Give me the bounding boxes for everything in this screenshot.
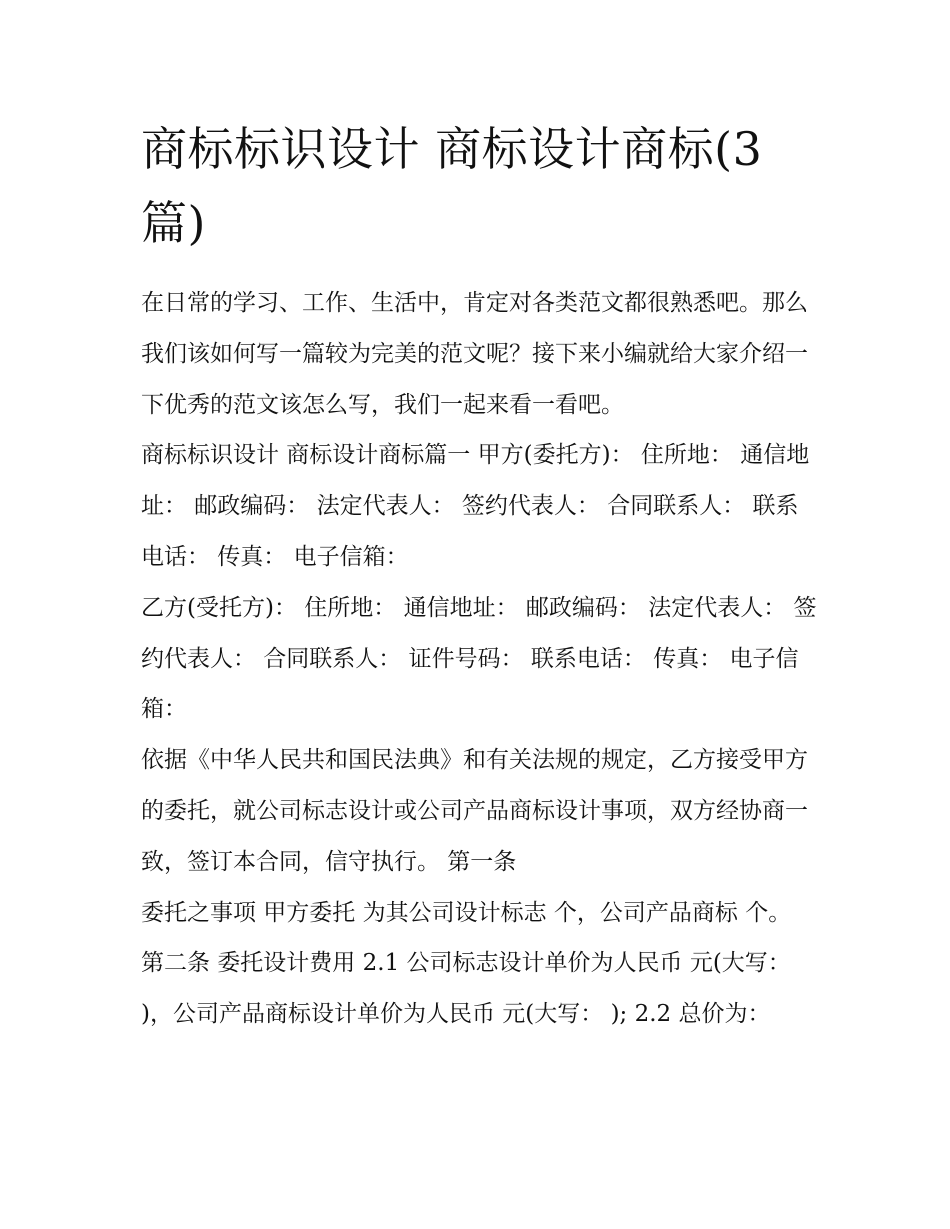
pricing-paragraph: )，公司产品商标设计单价为人民币 元(大写： ); 2.2 总价为： [141,1001,771,1028]
document-title: 商标标识设计 商标设计商标(3篇) [141,122,763,250]
document-body [141,278,821,1040]
intro-paragraph: 在日常的学习、工作、生活中，肯定对各类范文都很熟悉吧。那么我们该如何写一篇较为完美的范文呢？接下来小编就给大家介绍一下优秀的范文该怎么写，我们一起来看一看吧。 [141,290,808,418]
legal-basis-paragraph: 依据《中华人民共和国民法典》和有关法规的规定，乙方接受甲方的委托，就公司标志设计或公司产品商标设计事项，双方经协商一致，签订本合同，信守执行。 第一条 [141,747,808,875]
party-a-paragraph: 商标标识设计 商标设计商标篇一 甲方(委托方)： 住所地： 通信地址： 邮政编码： 法定代表人： 签约代表人： 合同联系人： 联系电话： 传真： 电子信箱： [141,442,810,570]
party-b-paragraph: 乙方(受托方)： 住所地： 通信地址： 邮政编码： 法定代表人： 签约代表人： 合同联系人： 证件号码： 联系电话： 传真： 电子信箱： [141,594,817,723]
commission-items-paragraph: 委托之事项 甲方委托 为其公司设计标志 个，公司产品商标 个。 第二条 委托设计费用 2.1 公司标志设计单价为人民币 元(大写： [141,899,792,977]
